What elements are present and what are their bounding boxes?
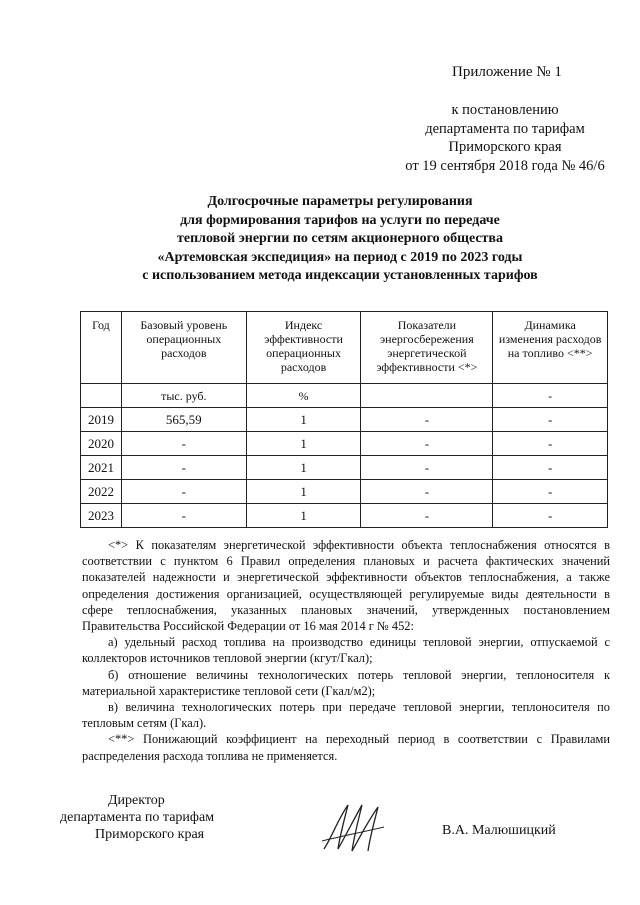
table-header-row — [81, 312, 608, 384]
table-cell: - — [493, 408, 608, 432]
column-header-base-level: Базовый уровень операционных расходов — [121, 312, 246, 384]
footnote-item-c: в) величина технологических потерь при передаче тепловой энергии, теплоносителя по тепловым сетям (Гкал). — [82, 700, 610, 731]
table-cell: - — [121, 504, 246, 528]
table-cell: - — [121, 456, 246, 480]
document-title — [70, 193, 610, 286]
year-cell: 2022 — [81, 480, 122, 504]
table-cell: - — [361, 504, 493, 528]
header-line: департамента по тарифам — [425, 120, 585, 137]
table-cell: - — [361, 432, 493, 456]
table-row — [81, 504, 608, 528]
table-row — [81, 456, 608, 480]
footnote-item-a: а) удельный расход топлива на производство единицы тепловой энергии, отпускаемой с коллекторов источников тепловой энергии (кгут/Гкал); — [82, 635, 610, 666]
table-cell: 1 — [246, 408, 361, 432]
title-line: Долгосрочные параметры регулирования — [207, 194, 473, 209]
table-row — [81, 432, 608, 456]
table-row — [81, 480, 608, 504]
table-cell: - — [361, 408, 493, 432]
column-header-fuel-dynamics: Динамика изменения расходов на топливо <**> — [493, 312, 608, 384]
table-cell: 1 — [246, 456, 361, 480]
unit-cell: - — [493, 384, 608, 408]
handwritten-signature — [318, 797, 388, 862]
column-header-year: Год — [81, 312, 122, 384]
signatory-position — [60, 792, 214, 843]
unit-cell: тыс. руб. — [121, 384, 246, 408]
table-cell: - — [121, 480, 246, 504]
column-header-efficiency-index: Индекс эффективности операционных расходов — [246, 312, 361, 384]
unit-cell: % — [246, 384, 361, 408]
table-cell: - — [493, 480, 608, 504]
signatory-name: В.А. Малюшицкий — [442, 823, 556, 838]
year-cell: 2020 — [81, 432, 122, 456]
title-line: тепловой энергии по сетям акционерного общества — [177, 231, 503, 246]
table-cell: 565,59 — [121, 408, 246, 432]
unit-cell — [361, 384, 493, 408]
table-row — [81, 408, 608, 432]
table-cell: 1 — [246, 432, 361, 456]
footnote-fuel: <**> Понижающий коэффициент на переходный период в соответствии с Правилами распределения расхода топлива не применяется. — [82, 732, 610, 763]
header-line: от 19 сентября 2018 года № 46/6 — [405, 157, 605, 174]
header-line: к постановлению — [451, 102, 559, 118]
footnote-energy-efficiency: <*> К показателям энергетической эффективности объекта теплоснабжения относятся в соответствии с пунктом 6 Правил определения плановых и расчета фактических значений показателей надежности и энергетической эффективности объектов теплоснабжения, а также определения достижения организацией, осуществляющей регулируемые виды деятельности в сфере теплоснабжения, указанных плановых значений, утвержденных постановлением Правительства Российской Федерации от 16 мая 2014 г № 452: — [82, 538, 610, 634]
footnote-item-b: б) отношение величины технологических потерь тепловой энергии, теплоносителя к материальной характеристике тепловой сети (Гкал/м2); — [82, 667, 610, 698]
table-cell: - — [121, 432, 246, 456]
appendix-title: Приложение № 1 — [452, 64, 562, 80]
table-cell: - — [361, 480, 493, 504]
table-cell: - — [361, 456, 493, 480]
title-line: для формирования тарифов на услуги по передаче — [180, 212, 500, 228]
title-line: с использованием метода индексации установленных тарифов — [142, 268, 538, 283]
signatory-line: Приморского края — [95, 827, 205, 842]
title-line: «Артемовская экспедиция» на период с 2019 по 2023 годы — [157, 249, 523, 265]
resolution-reference — [380, 101, 630, 175]
header-line: Приморского края — [448, 139, 562, 155]
year-cell: 2023 — [81, 504, 122, 528]
table-cell: - — [493, 504, 608, 528]
table-cell: 1 — [246, 504, 361, 528]
parameters-table — [80, 311, 608, 528]
table-units-row — [81, 384, 608, 408]
table-cell: - — [493, 456, 608, 480]
column-header-energy-saving: Показатели энергосбережения энергетической эффективности <*> — [361, 312, 493, 384]
unit-cell — [81, 384, 122, 408]
year-cell: 2019 — [81, 408, 122, 432]
table-cell: - — [493, 432, 608, 456]
footnotes — [82, 537, 610, 764]
signatory-line: департамента по тарифам — [60, 810, 215, 825]
year-cell: 2021 — [81, 456, 122, 480]
signatory-line: Директор — [108, 793, 165, 808]
table-cell: 1 — [246, 480, 361, 504]
